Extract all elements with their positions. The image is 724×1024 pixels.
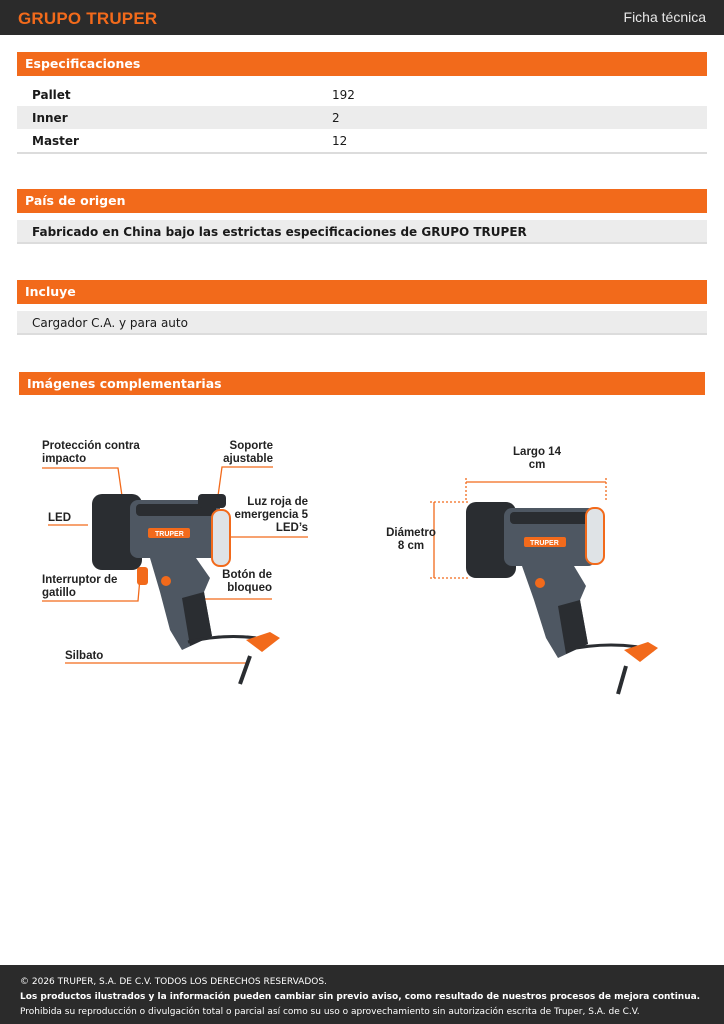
top-bar bbox=[0, 0, 724, 35]
footer-copyright: © 2026 TRUPER, S.A. DE C.V. TODOS LOS DERECHOS RESERVADOS. bbox=[20, 977, 327, 987]
footer-prohibition: Prohibida su reproducción o divulgación total o parcial así como su uso o aprovechamiento sin autorización escrita de Truper, S.A. de C.V. bbox=[20, 1007, 640, 1017]
spec-label: Inner bbox=[32, 110, 68, 125]
spec-value: 12 bbox=[332, 133, 348, 148]
spec-label: Master bbox=[32, 133, 79, 148]
spec-label: Pallet bbox=[32, 87, 71, 102]
flashlight-body bbox=[466, 502, 658, 694]
includes-header: Incluye bbox=[17, 280, 707, 304]
callout-diametro: Diámetro 8 cm bbox=[386, 527, 436, 552]
specifications-header: Especificaciones bbox=[17, 52, 707, 76]
callout-proteccion: Protección contra impacto bbox=[42, 440, 140, 465]
specifications-table bbox=[17, 83, 707, 152]
origin-header: País de origen bbox=[17, 189, 707, 213]
spec-value: 2 bbox=[332, 110, 340, 125]
callout-largo: Largo 14 cm bbox=[513, 446, 561, 471]
document-type: Ficha técnica bbox=[623, 9, 706, 25]
images-header: Imágenes complementarias bbox=[19, 372, 705, 395]
spec-row-inner bbox=[17, 106, 707, 129]
includes-text: Cargador C.A. y para auto bbox=[17, 311, 707, 335]
spec-row-master bbox=[17, 129, 707, 152]
product-logo-text: TRUPER bbox=[155, 531, 184, 538]
product-logo-text: TRUPER bbox=[530, 540, 559, 547]
callout-led: LED bbox=[48, 512, 71, 524]
spec-value: 192 bbox=[332, 87, 355, 102]
callout-silbato: Silbato bbox=[65, 650, 104, 662]
callout-soporte: Soporte ajustable bbox=[223, 440, 273, 465]
callout-luz-roja: Luz roja de emergencia 5 LED’s bbox=[234, 496, 308, 534]
brand-logo: GRUPO TRUPER bbox=[18, 9, 158, 28]
origin-text: Fabricado en China bajo las estrictas especificaciones de GRUPO TRUPER bbox=[17, 220, 707, 244]
callout-boton: Botón de bloqueo bbox=[222, 569, 272, 594]
callout-interruptor: Interruptor de gatillo bbox=[42, 574, 118, 599]
footer-notice: Los productos ilustrados y la información pueden cambiar sin previo aviso, como resultado de nuestros procesos de mejora continua. bbox=[20, 992, 701, 1002]
divider bbox=[17, 152, 707, 154]
footer bbox=[0, 965, 724, 1024]
spec-row-pallet bbox=[17, 83, 707, 106]
